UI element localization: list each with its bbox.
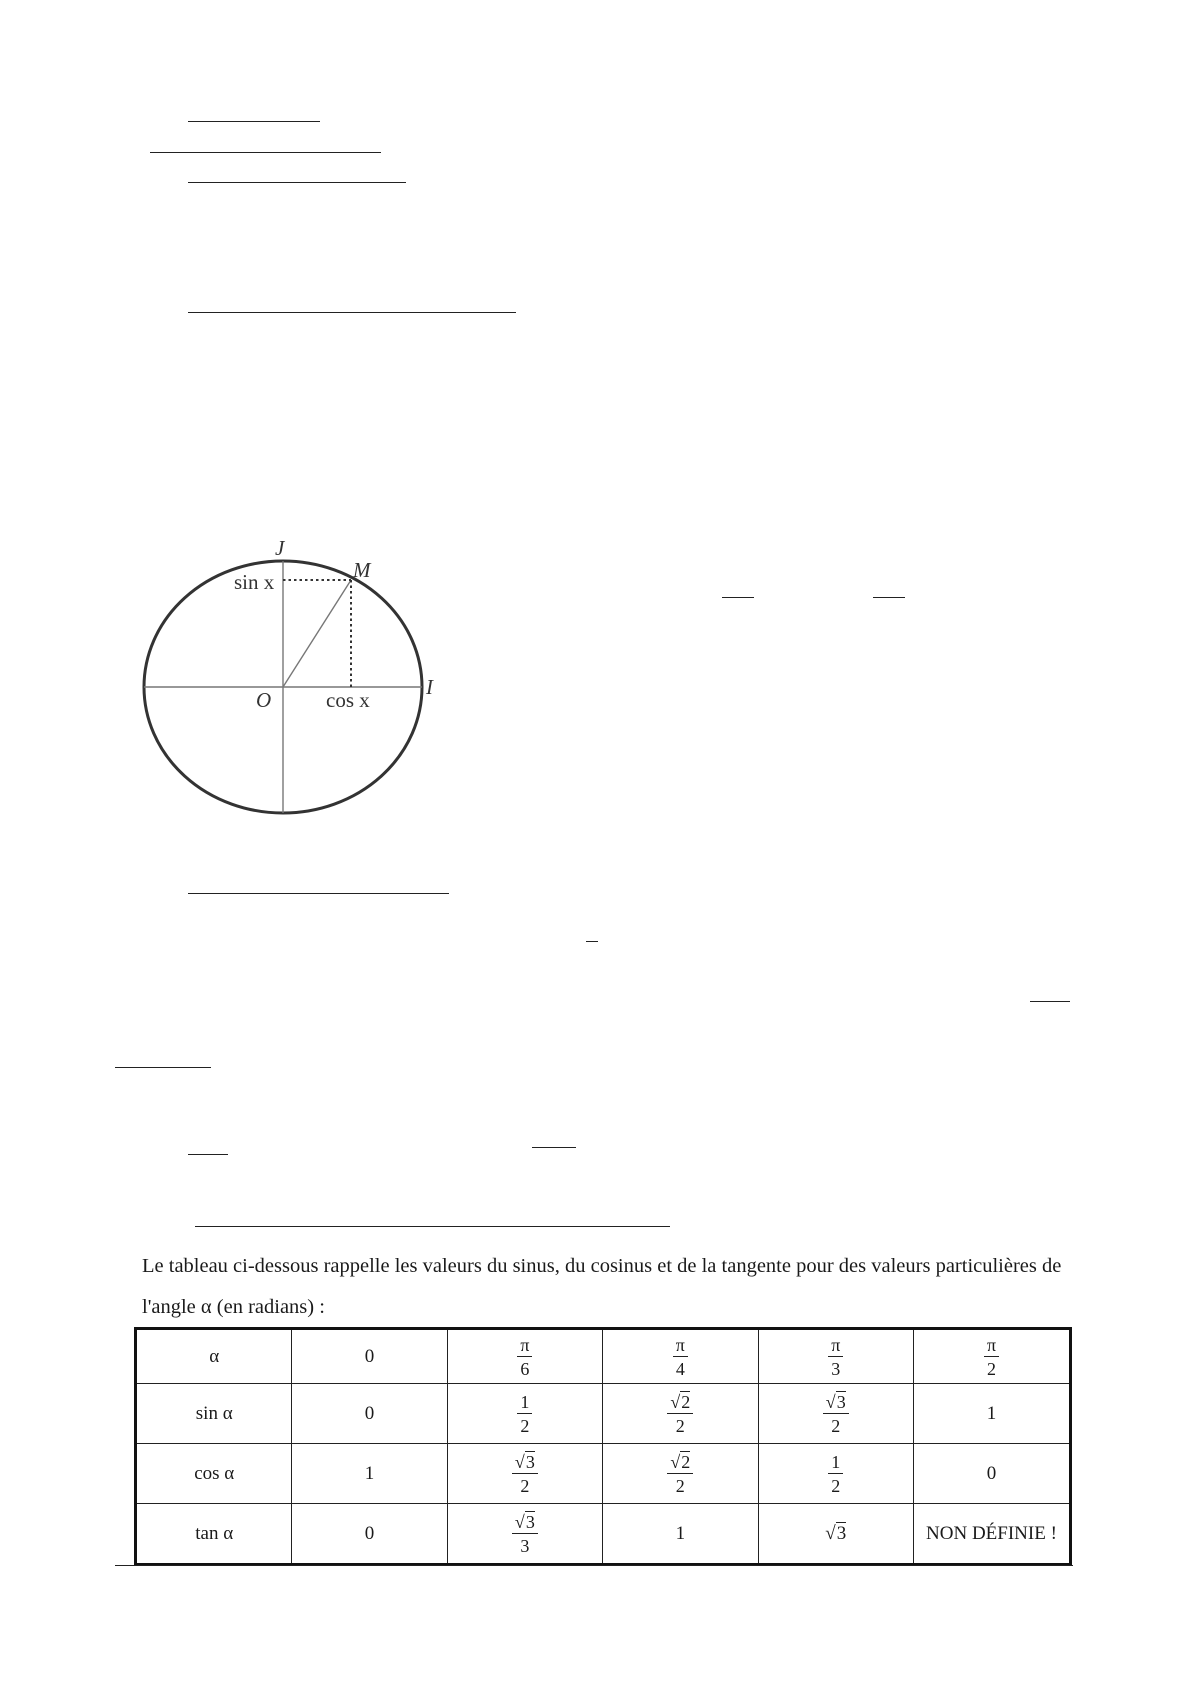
numerator: 1 xyxy=(828,1453,843,1474)
value-cell xyxy=(758,1444,913,1504)
cell-value: 1 xyxy=(675,1522,686,1544)
numerator: π xyxy=(984,1336,999,1357)
radical-sign: √ xyxy=(825,1391,836,1412)
label-i: I xyxy=(426,675,433,699)
value-cell xyxy=(603,1329,758,1384)
table-row-sin xyxy=(136,1384,1071,1444)
sqrt-symbol xyxy=(670,1451,690,1472)
label-o: O xyxy=(256,688,272,712)
row-label xyxy=(136,1329,292,1384)
label-sin-x: sin x xyxy=(234,570,275,594)
fraction xyxy=(517,1336,532,1378)
value-cell xyxy=(758,1384,913,1444)
value-cell xyxy=(603,1384,758,1444)
sqrt-symbol xyxy=(670,1391,690,1412)
table-intro-text: Le tableau ci-dessous rappelle les valeurs du sinus, du cosinus et de la tangente pour des valeurs particulières de l'angle α (en radians) : xyxy=(142,1255,1062,1318)
denominator: 2 xyxy=(831,1415,841,1436)
table-header-row xyxy=(136,1329,1071,1384)
numerator: 1 xyxy=(517,1393,532,1414)
table-row-tan xyxy=(136,1504,1071,1565)
value-cell xyxy=(292,1504,447,1565)
fraction xyxy=(673,1336,688,1378)
value-cell xyxy=(292,1444,447,1504)
fraction xyxy=(667,1453,693,1495)
numerator xyxy=(667,1393,693,1414)
value-cell xyxy=(447,1329,602,1384)
fraction xyxy=(517,1393,532,1435)
label-j: J xyxy=(275,536,285,560)
value-cell xyxy=(913,1384,1070,1444)
fraction-bar-5 xyxy=(188,1154,228,1155)
row-label xyxy=(136,1504,292,1565)
cell-value: NON DÉFINIE ! xyxy=(926,1522,1057,1544)
heading-rule-2 xyxy=(150,152,381,153)
denominator: 2 xyxy=(520,1415,530,1436)
fraction xyxy=(984,1336,999,1378)
heading-rule-6 xyxy=(115,1067,211,1068)
sqrt-symbol xyxy=(515,1451,535,1472)
radicand: 3 xyxy=(525,1451,535,1472)
numerator xyxy=(667,1453,693,1474)
row-label-text: tan α xyxy=(195,1522,234,1544)
sqrt-symbol xyxy=(515,1511,535,1532)
heading-rule-4 xyxy=(188,312,516,313)
fraction-bar-6 xyxy=(532,1147,576,1148)
value-cell xyxy=(447,1444,602,1504)
radical-sign: √ xyxy=(670,1451,681,1472)
numerator: π xyxy=(673,1336,688,1357)
fraction-bar-3 xyxy=(586,941,598,942)
value-cell xyxy=(603,1504,758,1565)
numerator xyxy=(512,1453,538,1474)
denominator: 6 xyxy=(520,1358,530,1379)
heading-rule-1 xyxy=(188,121,320,122)
radical-sign: √ xyxy=(514,1511,525,1532)
heading-rule-3 xyxy=(188,182,406,183)
fraction-bar-4 xyxy=(1030,1001,1070,1002)
fraction xyxy=(512,1513,538,1555)
value-cell xyxy=(292,1329,447,1384)
cell-value: 1 xyxy=(986,1402,997,1424)
heading-rule-7 xyxy=(195,1226,670,1227)
numerator xyxy=(823,1393,849,1414)
value-cell xyxy=(603,1444,758,1504)
radicand: 3 xyxy=(836,1522,847,1544)
value-cell xyxy=(758,1329,913,1384)
cell-value: 0 xyxy=(364,1522,375,1544)
radicand: 3 xyxy=(525,1511,535,1532)
denominator: 2 xyxy=(675,1475,685,1496)
value-cell xyxy=(913,1444,1070,1504)
heading-rule-5 xyxy=(188,893,449,894)
trig-values-table xyxy=(134,1327,1072,1566)
label-m: M xyxy=(353,558,371,582)
cell-value: 0 xyxy=(986,1462,997,1484)
label-cos-x: cos x xyxy=(326,688,370,712)
row-label-text: cos α xyxy=(194,1462,235,1484)
value-cell xyxy=(292,1384,447,1444)
fraction-bar-2 xyxy=(873,597,905,598)
value-cell xyxy=(913,1329,1070,1384)
numerator xyxy=(512,1513,538,1534)
denominator: 2 xyxy=(831,1475,841,1496)
value-cell xyxy=(447,1384,602,1444)
value-cell xyxy=(758,1504,913,1565)
sqrt-symbol xyxy=(826,1391,846,1412)
radicand: 2 xyxy=(681,1391,691,1412)
cell-value: 0 xyxy=(364,1402,375,1424)
denominator: 3 xyxy=(831,1358,841,1379)
radical-sign: √ xyxy=(825,1522,836,1544)
trig-circle-figure xyxy=(130,535,450,835)
numerator: π xyxy=(517,1336,532,1357)
row-label-text: α xyxy=(209,1345,220,1367)
radicand: 3 xyxy=(836,1391,846,1412)
denominator: 3 xyxy=(520,1535,530,1556)
fraction xyxy=(823,1393,849,1435)
table-row-cos xyxy=(136,1444,1071,1504)
radius-om xyxy=(283,580,351,687)
radical-sign: √ xyxy=(514,1451,525,1472)
fraction xyxy=(667,1393,693,1435)
denominator: 2 xyxy=(986,1358,996,1379)
fraction xyxy=(828,1336,843,1378)
value-cell xyxy=(913,1504,1070,1565)
row-label-text: sin α xyxy=(195,1402,233,1424)
value-cell xyxy=(447,1504,602,1565)
row-label xyxy=(136,1444,292,1504)
cell-value: 1 xyxy=(364,1462,375,1484)
fraction-bar-1 xyxy=(722,597,754,598)
radicand: 2 xyxy=(681,1451,691,1472)
numerator: π xyxy=(828,1336,843,1357)
denominator: 2 xyxy=(675,1415,685,1436)
row-label xyxy=(136,1384,292,1444)
denominator: 2 xyxy=(520,1475,530,1496)
cell-value: 0 xyxy=(364,1345,375,1367)
sqrt-symbol xyxy=(825,1522,846,1544)
fraction xyxy=(828,1453,843,1495)
bottom-rule xyxy=(115,1565,1073,1566)
fraction xyxy=(512,1453,538,1495)
radical-sign: √ xyxy=(670,1391,681,1412)
denominator: 4 xyxy=(675,1358,685,1379)
